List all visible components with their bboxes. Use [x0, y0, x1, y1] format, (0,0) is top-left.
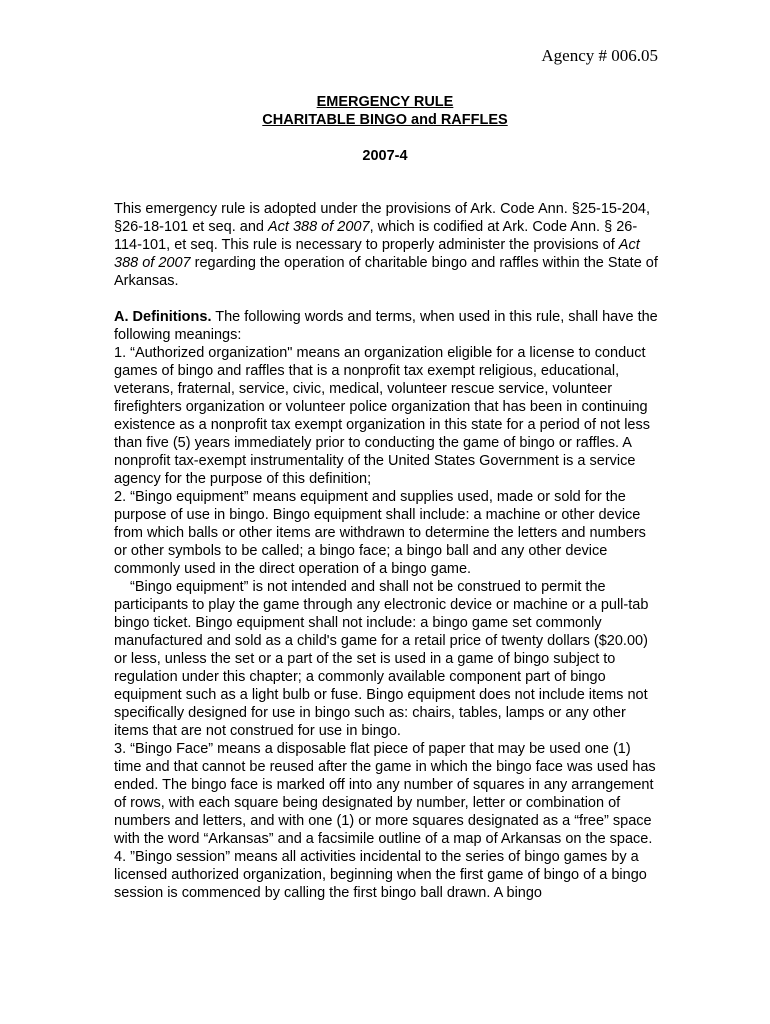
title-line-2: CHARITABLE BINGO and RAFFLES: [262, 112, 508, 128]
definition-2-continued: “Bingo equipment” is not intended and shall not be construed to permit the participants to play the game through any electronic device or machine or a pull-tab bingo ticket. Bingo equipment shall not include: a bingo game set commonly manufactured and sold as a child's game for a retail price of twenty dollars ($20.00) or less, unless the set or a part of the set is used in a game of bingo subject to regulation under this chapter; a commonly available component part of bingo equipment such as a light bulb or fuse. Bingo equipment does not include items not specifically designed for use in bingo such as: chairs, tables, lamps or any other items that are not construed for use in bingo.: [114, 579, 649, 739]
definitions-lead-text: The following words and terms, when used in this rule, shall have the following meanings:: [114, 309, 658, 343]
intro-paragraph: [114, 200, 662, 290]
rule-number: 2007-4: [362, 148, 408, 164]
definitions-lead: [114, 308, 662, 344]
document-body: [114, 200, 662, 902]
act-citation-1: Act 388 of 2007: [267, 219, 370, 235]
definitions-heading: A. Definitions.: [114, 309, 212, 325]
intro-text-1: This emergency rule is adopted under the provisions of Ark. Code Ann. §25-15-204, §26-18-101 et seq. and: [114, 201, 651, 235]
definition-4: 4. ”Bingo session” means all activities incidental to the series of bingo games by a licensed authorized organization, beginning when the first game of bingo of a bingo session is commenced by calling the first bingo ball drawn. A bingo: [114, 849, 647, 901]
act-citation-2: Act 388 of 2007: [114, 237, 640, 271]
definition-1: 1. “Authorized organization" means an organization eligible for a license to conduct games of bingo and raffles that is a nonprofit tax exempt religious, educational, veterans, fraternal, service, civic, medical, volunteer rescue service, volunteer firefighters organization or volunteer police organization that has been in continuing existence as a nonprofit tax exempt organization in this state for a period of not less than five (5) years immediately prior to conducting the game of bingo or raffles. A nonprofit tax-exempt instrumentality of the United States Government is a service agency for the purpose of this definition;: [114, 345, 650, 487]
definition-3: 3. “Bingo Face” means a disposable flat piece of paper that may be used one (1) time and that cannot be reused after the game in which the bingo face was used has ended. The bingo face is marked off into any number of squares in any arrangement of rows, with each square being designated by number, letter or combination of numbers and letters, and with one (1) or more squares designated as a “free” space with the word “Arkansas” and a facsimile outline of a map of Arkansas on the space.: [114, 741, 656, 847]
title-block: [0, 93, 770, 165]
title-line-1: EMERGENCY RULE: [316, 94, 454, 110]
definition-2: 2. “Bingo equipment” means equipment and supplies used, made or sold for the purpose of use in bingo. Bingo equipment shall include: a machine or other device from which balls or other items are withdrawn to determine the letters and numbers or other symbols to be called; a bingo face; a bingo ball and any other device commonly used in the direct operation of a bingo game.: [114, 489, 646, 577]
agency-number: Agency # 006.05: [541, 46, 658, 65]
intro-text-3: regarding the operation of charitable bingo and raffles within the State of Arkansas.: [114, 255, 658, 289]
intro-text-2: , which is codified at Ark. Code Ann. § 26-114-101, et seq. This rule is necessary to properly administer the provisions of: [114, 219, 638, 253]
